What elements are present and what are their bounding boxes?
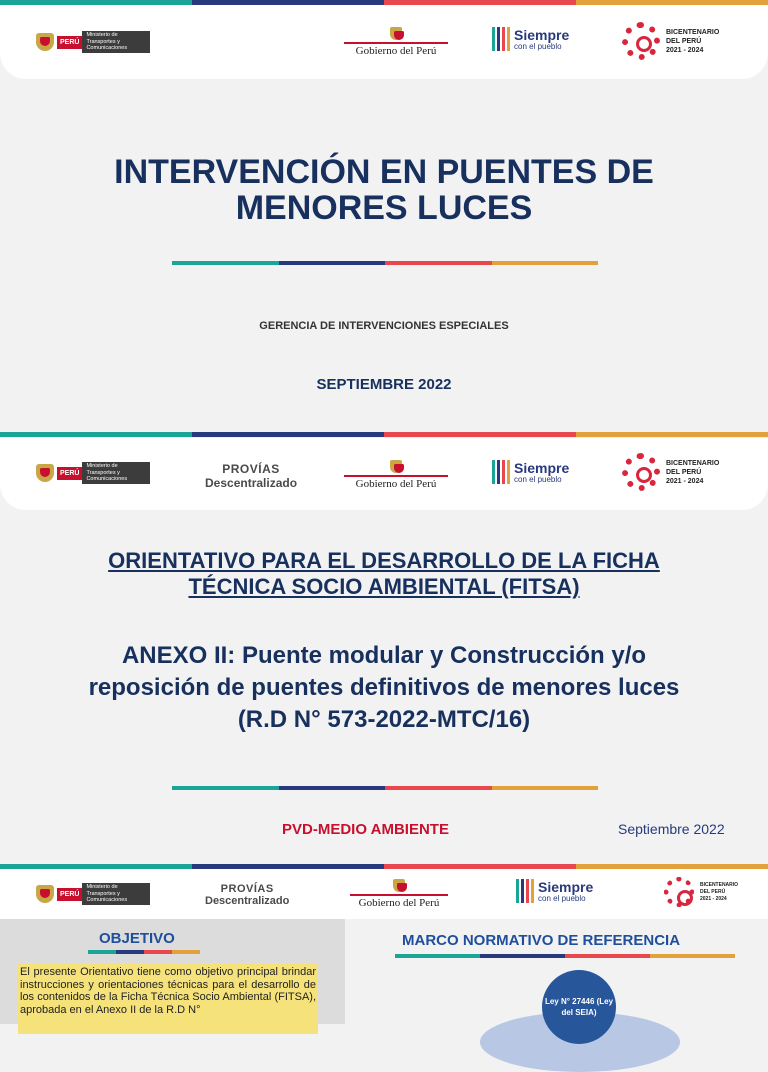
siempre-bars-icon — [492, 27, 510, 51]
cover-date: SEPTIEMBRE 2022 — [316, 376, 452, 393]
coat-of-arms-icon — [390, 27, 402, 40]
peru-shield-icon — [36, 33, 54, 51]
ministerio-logo: PERÚ Ministerio de Transportes y Comunicaciones — [36, 31, 150, 53]
framework-heading: MARCO NORMATIVO DE REFERENCIA — [402, 932, 681, 949]
annex-heading: ANEXO II: Puente modular y Construcción y/o reposición de puentes definitivos de menores luces (R.D N° 573-2022-MTC/16) — [88, 642, 680, 733]
fitsa-heading: ORIENTATIVO PARA EL DESARROLLO DE LA FICHA TÉCNICA SOCIO AMBIENTAL (FITSA) — [108, 548, 660, 599]
slide-cover — [0, 0, 768, 430]
bicentenario-logo: BICENTENARIO DEL PERÚ 2021 - 2024 — [622, 22, 719, 60]
logo-header — [0, 5, 768, 79]
ministerio-logo: PERÚ Ministerio de Transportes y Comunicaciones — [36, 462, 150, 484]
logo-header — [0, 438, 768, 510]
provias-logo: PROVÍAS Descentralizado — [205, 462, 298, 490]
objective-heading: OBJETIVO — [99, 930, 175, 947]
slide-date: Septiembre 2022 — [618, 821, 725, 837]
unit-label: PVD-MEDIO AMBIENTE — [282, 821, 449, 838]
peru-shield-icon — [36, 885, 54, 903]
siempre-logo: Siempre con el pueblo — [492, 460, 569, 484]
objective-text: El presente Orientativo tiene como objetivo principal brindar instrucciones y orientaciones técnicas para el desarrollo de los contenidos de la Ficha Técnica Socio Ambiental (FITSA), aprobada en el Anexo II de la R.D N° — [18, 964, 318, 1034]
siempre-bars-icon — [492, 460, 510, 484]
title-divider — [172, 261, 598, 265]
coat-of-arms-icon — [393, 879, 405, 892]
bicentenario-emblem-icon — [622, 22, 660, 60]
gobierno-logo: Gobierno del Perú — [344, 460, 448, 490]
provias-logo: PROVÍAS Descentralizado — [205, 883, 290, 907]
cover-title: INTERVENCIÓN EN PUENTES DE MENORES LUCES — [114, 153, 654, 227]
bicentenario-emblem-icon — [622, 453, 660, 491]
siempre-logo: Siempre con el pueblo — [516, 879, 593, 903]
siempre-bars-icon — [516, 879, 534, 903]
slide-orientativo — [0, 432, 768, 862]
ministerio-logo: PERÚ Ministerio de Transportes y Comunicaciones — [36, 883, 150, 905]
peru-shield-icon — [36, 464, 54, 482]
bicentenario-logo: BICENTENARIO DEL PERÚ 2021 - 2024 — [664, 877, 738, 907]
logo-header — [0, 869, 768, 919]
coat-of-arms-icon — [390, 460, 402, 473]
bicentenario-emblem-icon — [664, 877, 694, 907]
department-label: GERENCIA DE INTERVENCIONES ESPECIALES — [259, 320, 509, 332]
bicentenario-logo: BICENTENARIO DEL PERÚ 2021 - 2024 — [622, 453, 719, 491]
color-stripe — [0, 432, 768, 437]
objective-divider — [88, 950, 200, 953]
framework-divider — [395, 954, 735, 957]
law-bubble: Ley N° 27446 (Ley del SEIA) — [542, 970, 616, 1044]
gobierno-logo: Gobierno del Perú — [350, 879, 448, 909]
siempre-logo: Siempre con el pueblo — [492, 27, 569, 51]
gobierno-logo: Gobierno del Perú — [344, 27, 448, 57]
annex-divider — [172, 786, 598, 790]
